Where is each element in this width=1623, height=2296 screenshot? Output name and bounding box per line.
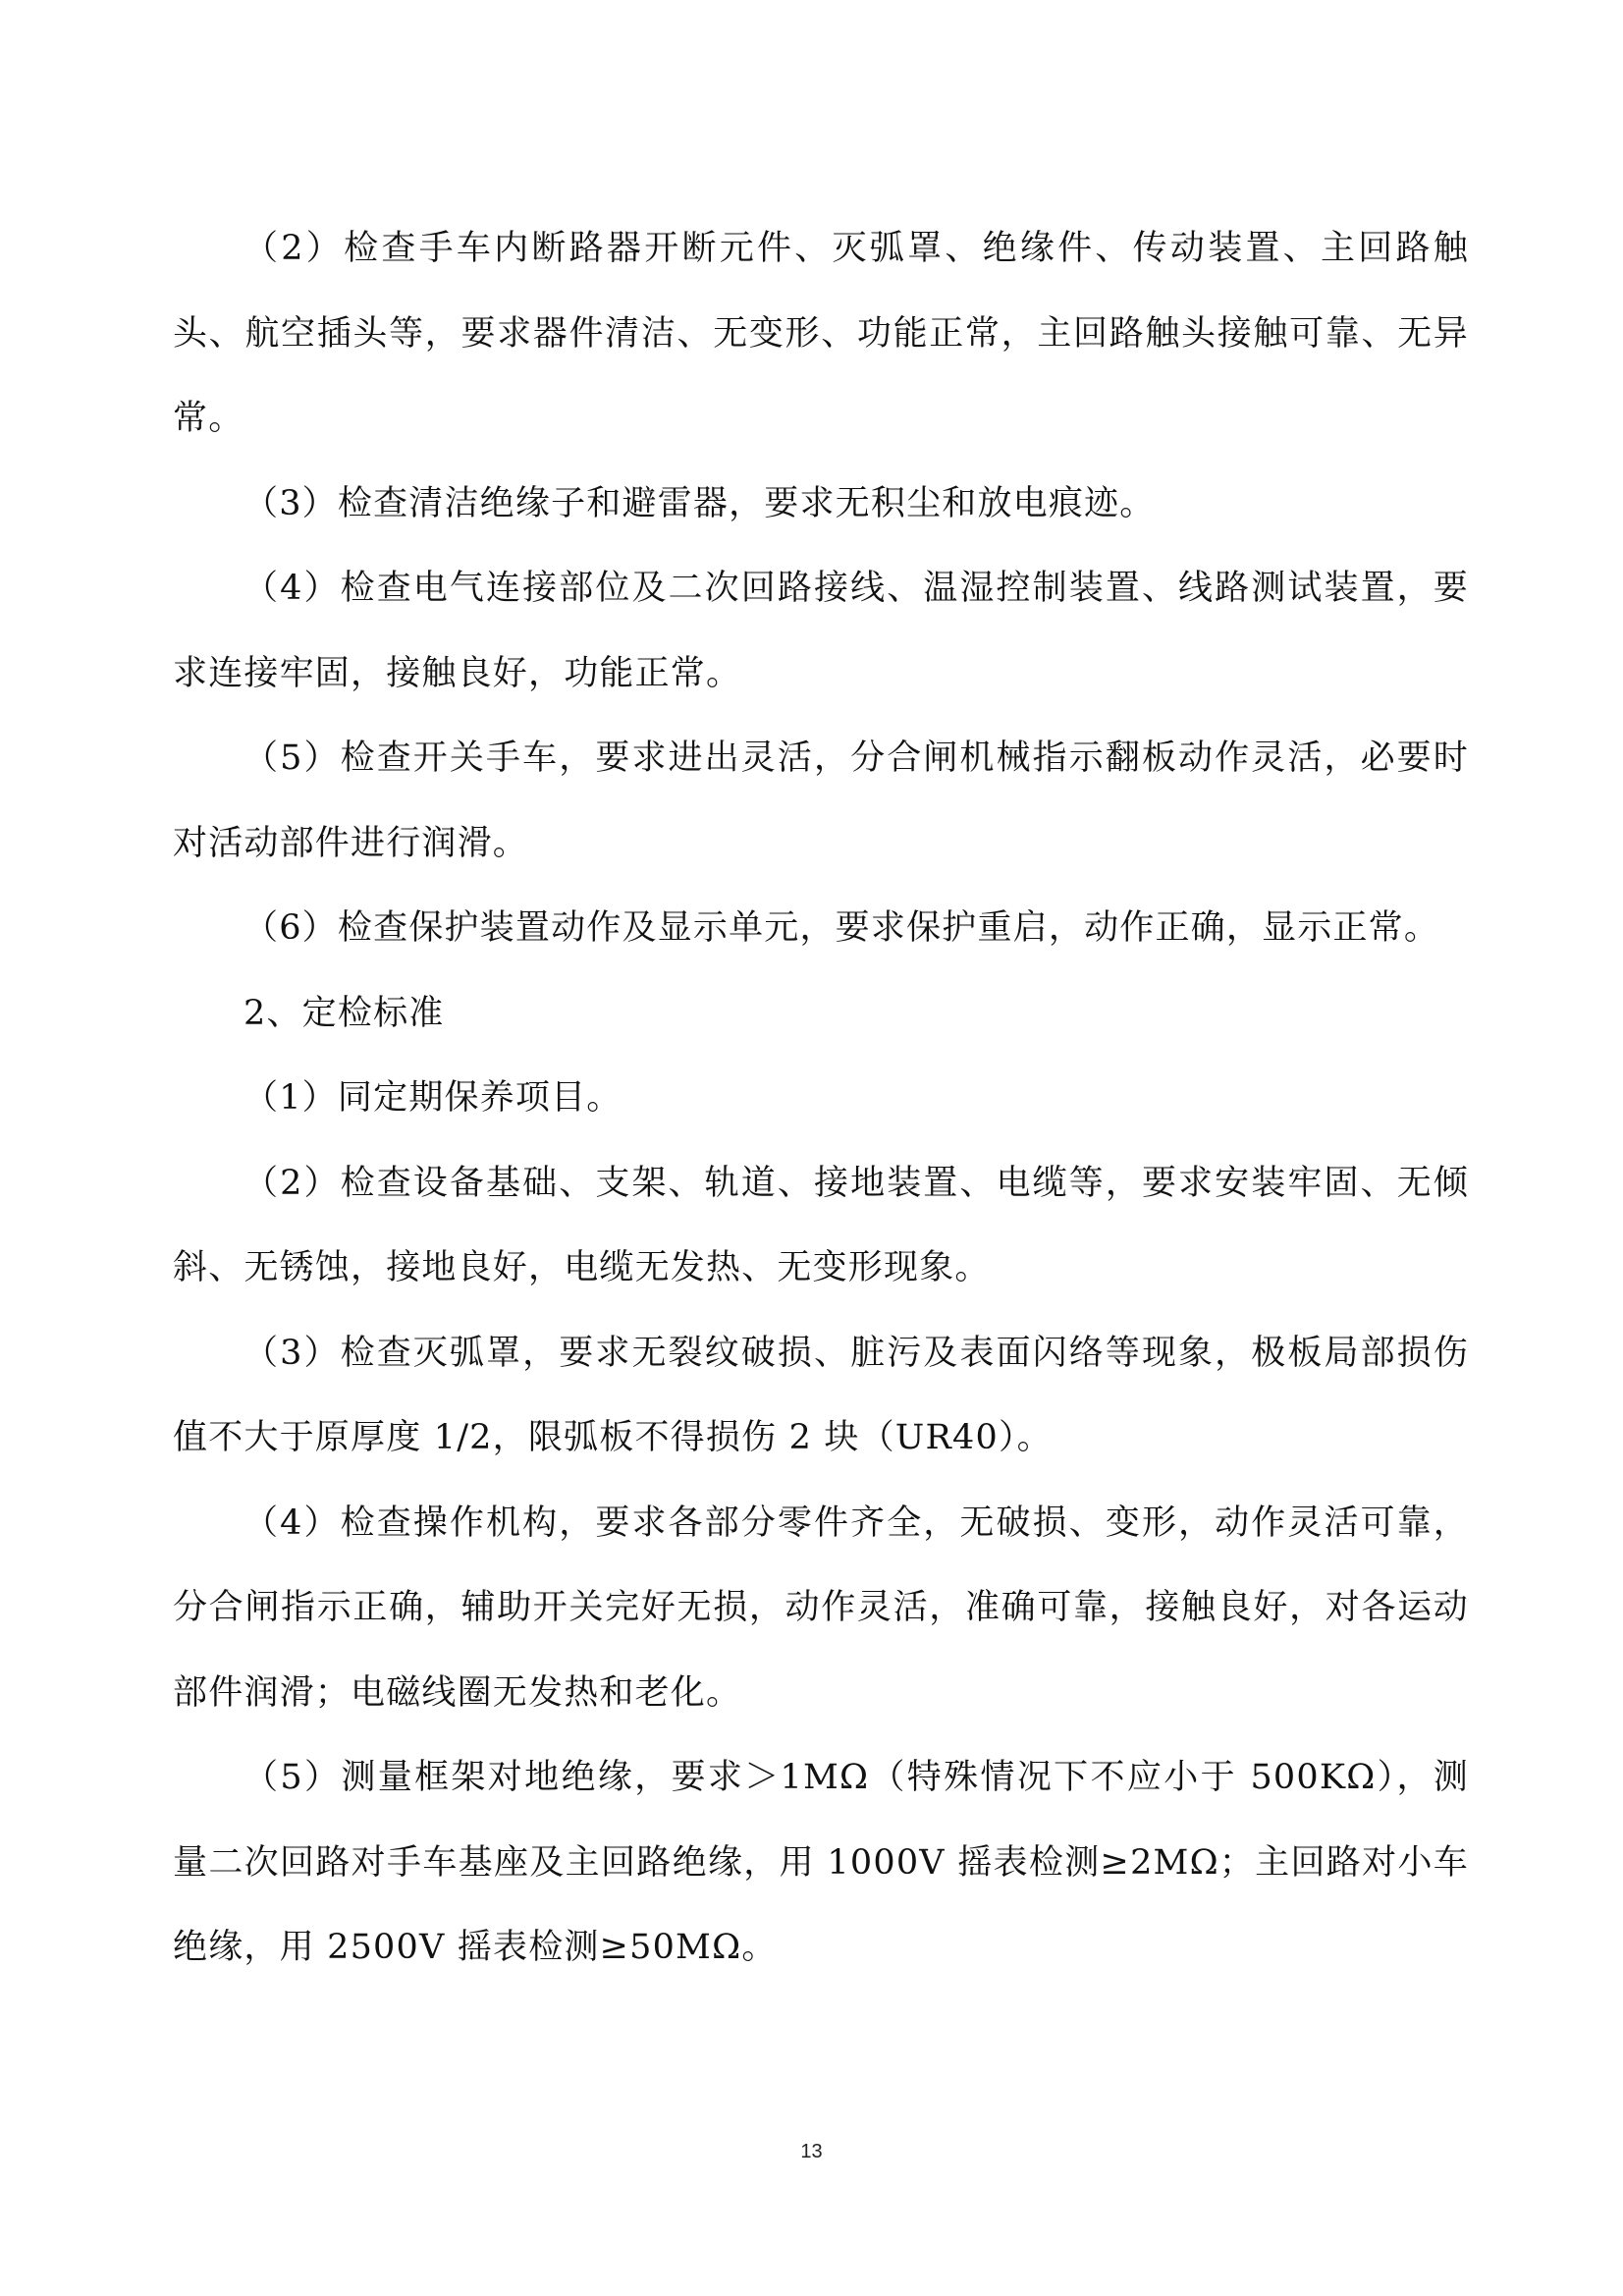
paragraph: （6）检查保护装置动作及显示单元，要求保护重启，动作正确，显示正常。 — [243, 908, 1440, 948]
paragraph: （1）同定期保养项目。 — [243, 1078, 622, 1118]
paragraph: （3）检查灭弧罩，要求无裂纹破损、脏污及表面闪络等现象，极板局部损伤值不大于原厚度 1/2，限弧板不得损伤 2 块（UR40）。 — [173, 1333, 1469, 1457]
section-heading: 2、定检标准 — [243, 993, 445, 1033]
paragraph: （3）检查清洁绝缘子和避雷器，要求无积尘和放电痕迹。 — [243, 483, 1156, 523]
paragraph: （4）检查操作机构，要求各部分零件齐全，无破损、变形，动作灵活可靠，分合闸指示正确，辅助开关完好无损，动作灵活，准确可靠，接触良好，对各运动部件润滑；电磁线圈无发热和老化。 — [173, 1503, 1469, 1713]
paragraph: （4）检查电气连接部位及二次回路接线、温湿控制装置、线路测试装置，要求连接牢固，接触良好，功能正常。 — [173, 569, 1469, 693]
paragraph: （5）测量框架对地绝缘，要求＞1MΩ（特殊情况下不应小于 500KΩ），测量二次回路对手车基座及主回路绝缘，用 1000V 摇表检测≥2MΩ；主回路对小车绝缘，用 2500V 摇表检测≥50MΩ。 — [173, 1758, 1469, 1967]
paragraph: （2）检查设备基础、支架、轨道、接地装置、电缆等，要求安装牢固、无倾斜、无锈蚀，接地良好，电缆无发热、无变形现象。 — [173, 1163, 1469, 1287]
paragraph: （2）检查手车内断路器开断元件、灭弧罩、绝缘件、传动装置、主回路触头、航空插头等，要求器件清洁、无变形、功能正常，主回路触头接触可靠、无异常。 — [173, 229, 1469, 438]
paragraph: （5）检查开关手车，要求进出灵活，分合闸机械指示翻板动作灵活，必要时对活动部件进行润滑。 — [173, 738, 1469, 863]
page-number: 13 — [800, 2141, 823, 2162]
document-body — [173, 206, 1469, 1991]
